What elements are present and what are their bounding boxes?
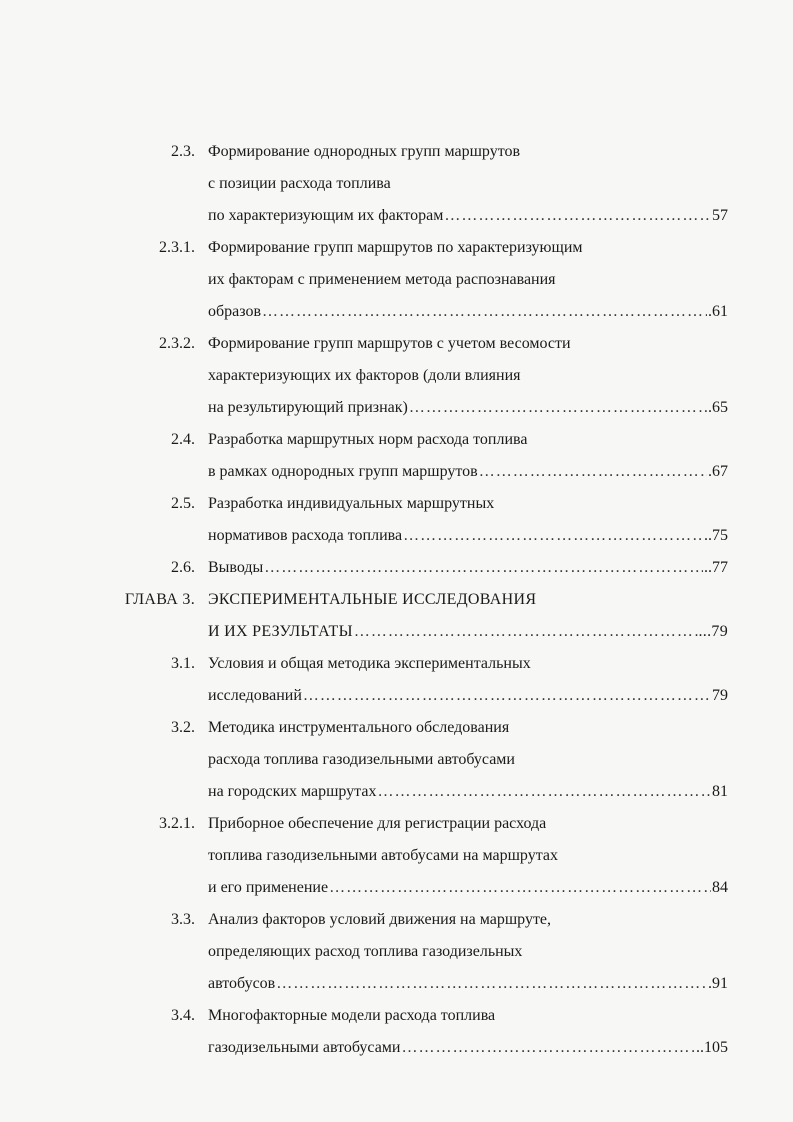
- toc-title-line: и его применение: [208, 879, 329, 896]
- toc-entry: [0, 328, 793, 424]
- table-of-contents: [0, 136, 793, 1064]
- toc-entry: [0, 904, 793, 1000]
- dot-leader: [444, 200, 711, 232]
- toc-title-line: И ИХ РЕЗУЛЬТАТЫ: [208, 623, 353, 640]
- toc-entry: [0, 136, 793, 232]
- toc-entry: [0, 488, 793, 552]
- toc-title-line: нормативов расхода топлива: [208, 527, 403, 544]
- toc-title-last-line: [208, 552, 728, 584]
- toc-page-number: 57: [712, 207, 728, 224]
- toc-entry-number: 3.4.: [171, 1007, 195, 1024]
- toc-page-number: ...79: [698, 623, 728, 640]
- toc-entry-title: [208, 328, 728, 424]
- toc-title-line: Условия и общая методика экспериментальных: [208, 655, 531, 672]
- dot-leader: [403, 520, 703, 552]
- toc-entry-number: 3.1.: [171, 655, 195, 672]
- dot-leader: [303, 680, 711, 712]
- toc-title-line: топлива газодизельными автобусами на маршрутах: [208, 847, 559, 864]
- toc-entry-title: [208, 232, 728, 328]
- toc-entry-title: [208, 712, 728, 808]
- toc-page-number: 84: [712, 879, 728, 896]
- toc-entry: [0, 648, 793, 712]
- toc-entry-title: [208, 552, 728, 584]
- toc-entry-number: 2.3.: [171, 143, 195, 160]
- toc-entry-number: 3.3.: [171, 911, 195, 928]
- toc-title-line: ЭКСПЕРИМЕНТАЛЬНЫЕ ИССЛЕДОВАНИЯ: [208, 591, 537, 608]
- toc-entry: [0, 1000, 793, 1064]
- toc-page-number: .67: [708, 463, 728, 480]
- toc-title-line: определяющих расход топлива газодизельных: [208, 943, 523, 960]
- toc-entry-title: [208, 136, 728, 232]
- toc-title-line: Формирование групп маршрутов с учетом весомости: [208, 335, 571, 352]
- toc-entry-title: [208, 424, 728, 488]
- toc-title-line: их факторам с применением метода распознавания: [208, 271, 556, 288]
- toc-title-line: на городских маршрутах: [208, 783, 377, 800]
- toc-title-line: Разработка маршрутных норм расхода топлива: [208, 431, 528, 448]
- toc-entry-number: 2.3.1.: [159, 239, 195, 256]
- toc-entry-number: ГЛАВА 3.: [124, 591, 195, 608]
- toc-entry-number: 2.5.: [171, 495, 195, 512]
- toc-entry: [0, 424, 793, 488]
- toc-page-number: .91: [708, 975, 728, 992]
- toc-entry-title: [208, 808, 728, 904]
- dot-leader: [264, 552, 703, 584]
- toc-entry-number: 2.4.: [171, 431, 195, 448]
- toc-entry-title: [208, 1000, 728, 1064]
- toc-entry-number: 3.2.: [171, 719, 195, 736]
- toc-title-line: газодизельными автобусами: [208, 1039, 401, 1056]
- toc-entry-number: 2.3.2.: [159, 335, 195, 352]
- toc-title-line: с позиции расхода топлива: [208, 175, 391, 192]
- toc-page-number: 81: [712, 783, 728, 800]
- toc-title-line: автобусов: [208, 975, 276, 992]
- toc-page-number: .61: [708, 303, 728, 320]
- toc-title-last-line: [208, 776, 728, 808]
- toc-page-number: ..105: [696, 1039, 728, 1056]
- toc-title-last-line: [208, 968, 728, 1000]
- toc-title-last-line: [208, 392, 728, 424]
- toc-title-last-line: [208, 1032, 728, 1064]
- toc-entry-title: [208, 648, 728, 712]
- toc-title-last-line: [208, 520, 728, 552]
- toc-entry-title: [208, 904, 728, 1000]
- toc-entry: [0, 808, 793, 904]
- toc-title-line: Анализ факторов условий движения на маршруте,: [208, 911, 552, 928]
- toc-title-line: по характеризующим их факторам: [208, 207, 444, 224]
- toc-entry-number: 3.2.1.: [159, 815, 195, 832]
- toc-entry-title: [208, 584, 728, 648]
- dot-leader: [354, 616, 698, 648]
- toc-entry: [0, 552, 793, 584]
- toc-page-number: ..77: [704, 559, 728, 576]
- toc-title-line: Приборное обеспечение для регистрации расхода: [208, 815, 547, 832]
- toc-title-line: в рамках однородных групп маршрутов: [208, 463, 478, 480]
- dot-leader: [479, 456, 707, 488]
- toc-entry-title: [208, 488, 728, 552]
- toc-title-line: Формирование однородных групп маршрутов: [208, 143, 521, 160]
- dot-leader: [402, 1032, 696, 1064]
- toc-title-last-line: [208, 680, 728, 712]
- toc-title-line: Разработка индивидуальных маршрутных: [208, 495, 495, 512]
- toc-title-line: на результирующий признак): [208, 399, 408, 416]
- toc-title-line: Методика инструментального обследования: [208, 719, 510, 736]
- toc-title-last-line: [208, 872, 728, 904]
- toc-title-last-line: [208, 456, 728, 488]
- toc-page-number: 79: [712, 687, 728, 704]
- toc-title-last-line: [208, 200, 728, 232]
- toc-title-line: характеризующих их факторов (доли влияния: [208, 367, 521, 384]
- toc-entry: [0, 232, 793, 328]
- toc-title-line: Формирование групп маршрутов по характеризующим: [208, 239, 583, 256]
- toc-page-number: ..75: [704, 527, 728, 544]
- dot-leader: [276, 968, 707, 1000]
- dot-leader: [377, 776, 711, 808]
- toc-title-line: расхода топлива газодизельными автобусами: [208, 751, 515, 768]
- toc-entry: [0, 712, 793, 808]
- toc-title-line: образов: [208, 303, 262, 320]
- toc-page-number: .65: [708, 399, 728, 416]
- toc-title-line: исследований: [208, 687, 302, 704]
- dot-leader: [329, 872, 711, 904]
- toc-entry: [0, 584, 793, 648]
- toc-title-last-line: [208, 296, 728, 328]
- toc-title-line: Многофакторные модели расхода топлива: [208, 1007, 496, 1024]
- dot-leader: [409, 392, 707, 424]
- toc-title-line: Выводы: [208, 559, 264, 576]
- dot-leader: [262, 296, 707, 328]
- toc-entry-number: 2.6.: [171, 559, 195, 576]
- toc-title-last-line: [208, 616, 728, 648]
